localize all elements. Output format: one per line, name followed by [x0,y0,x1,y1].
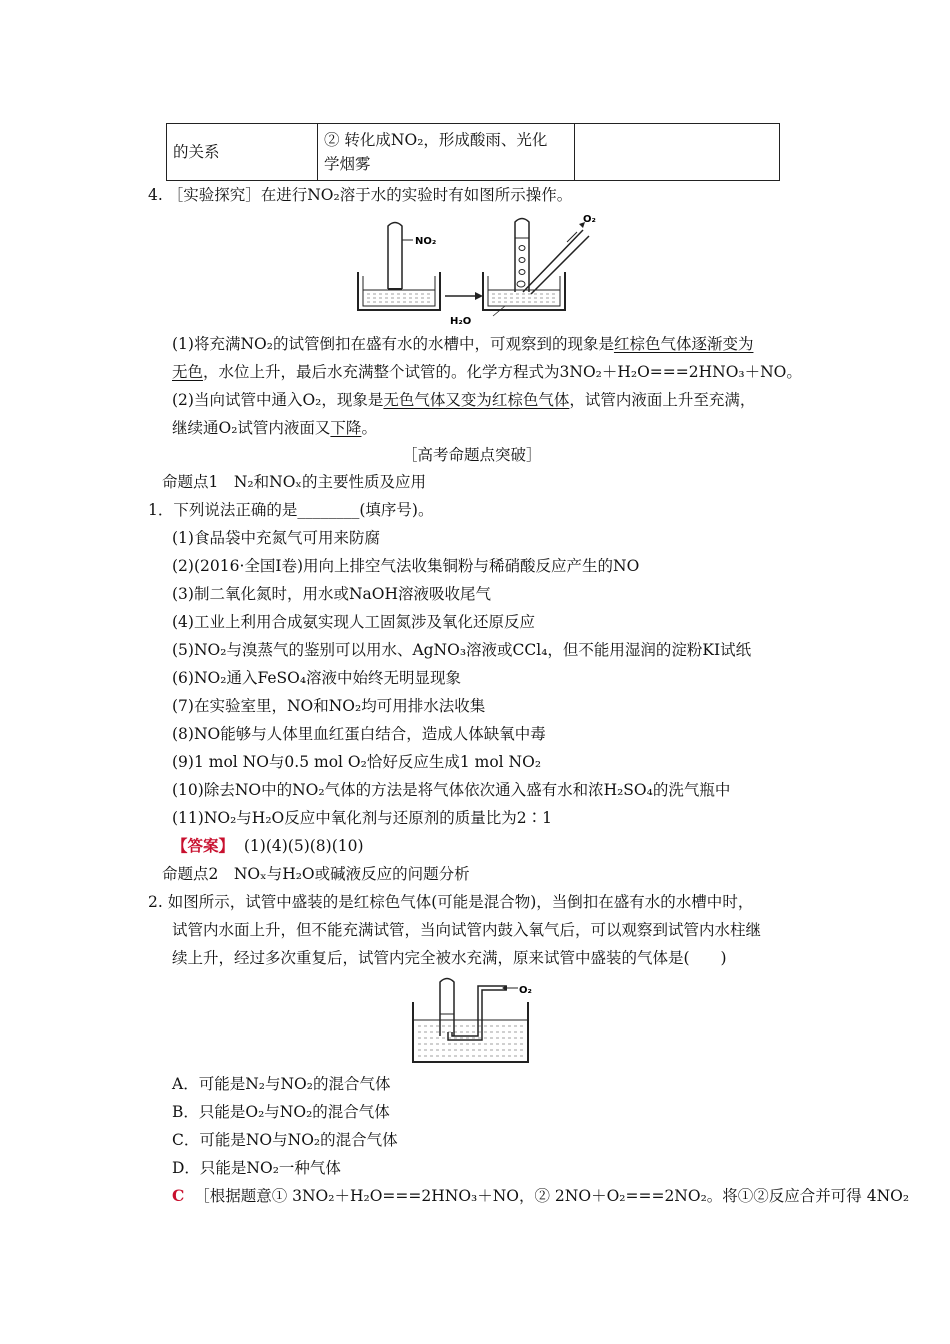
list-item: (5)NO₂与溴蒸气的鉴别可以用水、AgNO₃溶液或CCl₄，但不能用湿润的淀粉KI试纸 [172,641,752,659]
table-cell-empty [575,124,780,181]
no2-experiment-figure [355,210,625,328]
table-cell-relation: 的关系 [167,124,318,181]
q2-stem-line3: 续上升，经过多次重复后，试管内完全被水充满，原来试管中盛装的气体是( ) [172,949,727,967]
list-item: (6)NO₂通入FeSO₄溶液中始终无明显现象 [172,669,462,687]
o2-label: O₂ [583,214,596,225]
option-c: C．可能是NO与NO₂的混合气体 [172,1131,398,1149]
section-heading: ［高考命题点突破］ [402,446,542,464]
answer-letter: C [172,1186,185,1205]
q2-stem-line1: 2. 如图所示，试管中盛装的是红棕色气体(可能是混合物)，当倒扣在盛有水的水槽中时， [148,893,754,911]
list-item: (7)在实验室里，NO和NO₂均可用排水法收集 [172,697,486,715]
o2-label: O₂ [519,985,532,996]
list-item: (8)NO能够与人体里血红蛋白结合，造成人体缺氧中毒 [172,725,546,743]
q4-part1-line2: 无色，水位上升，最后水充满整个试管的。化学方程式为3NO₂＋H₂O===2HNO₃＋NO。 [172,363,802,381]
o2-trough-figure [410,974,535,1066]
list-item: (3)制二氧化氮时，用水或NaOH溶液吸收尾气 [172,585,491,603]
no2-label: NO₂ [415,236,437,247]
q2-stem-line2: 试管内水面上升，但不能充满试管，当向试管内鼓入氧气后，可以观察到试管内水柱继 [172,921,762,939]
point1-heading: 命题点1 N₂和NOₓ的主要性质及应用 [162,473,426,491]
list-item: (10)除去NO中的NO₂气体的方法是将气体依次通入盛有水和浓H₂SO₄的洗气瓶中 [172,781,731,799]
answer-tag: 【答案】 [172,836,235,855]
q4-part2-line2: 继续通O₂试管内液面又下降。 [172,419,377,437]
point2-heading: 命题点2 NOₓ与H₂O或碱液反应的问题分析 [162,865,470,883]
h2o-label: H₂O [450,316,472,327]
list-item: (1)食品袋中充氮气可用来防腐 [172,529,380,547]
list-item: (4)工业上利用合成氨实现人工固氮涉及氧化还原反应 [172,613,535,631]
option-d: D．只能是NO₂一种气体 [172,1159,341,1177]
q1-answer: 【答案】 (1)(4)(5)(8)(10) [172,836,364,855]
list-item: (2)(2016·全国Ⅰ卷)用向上排空气法收集铜粉与稀硝酸反应产生的NO [172,557,640,575]
q4-part1-line1: (1)将充满NO₂的试管倒扣在盛有水的水槽中，可观察到的现象是红棕色气体逐渐变为 [172,335,754,353]
list-item: (11)NO₂与H₂O反应中氧化剂与还原剂的质量比为2∶1 [172,809,552,827]
option-b: B．只能是O₂与NO₂的混合气体 [172,1103,390,1121]
q4-stem: 4. ［实验探究］在进行NO₂溶于水的实验时有如图所示操作。 [148,186,573,204]
option-a: A．可能是N₂与NO₂的混合气体 [172,1075,391,1093]
table-cell-effect: ② 转化成NO₂，形成酸雨、光化 学烟雾 [318,124,575,181]
q4-part2-line1: (2)当向试管中通入O₂，现象是无色气体又变为红棕色气体，试管内液面上升至充满， [172,391,756,409]
summary-table [166,123,780,181]
q2-explanation: C ［根据题意① 3NO₂＋H₂O===2HNO₃＋NO，② 2NO＋O₂===2NO₂。将①②反应合并可得 4NO₂ [172,1186,910,1205]
q1-stem: 1．下列说法正确的是________(填序号)。 [148,501,434,519]
list-item: (9)1 mol NO与0.5 mol O₂恰好反应生成1 mol NO₂ [172,753,542,771]
